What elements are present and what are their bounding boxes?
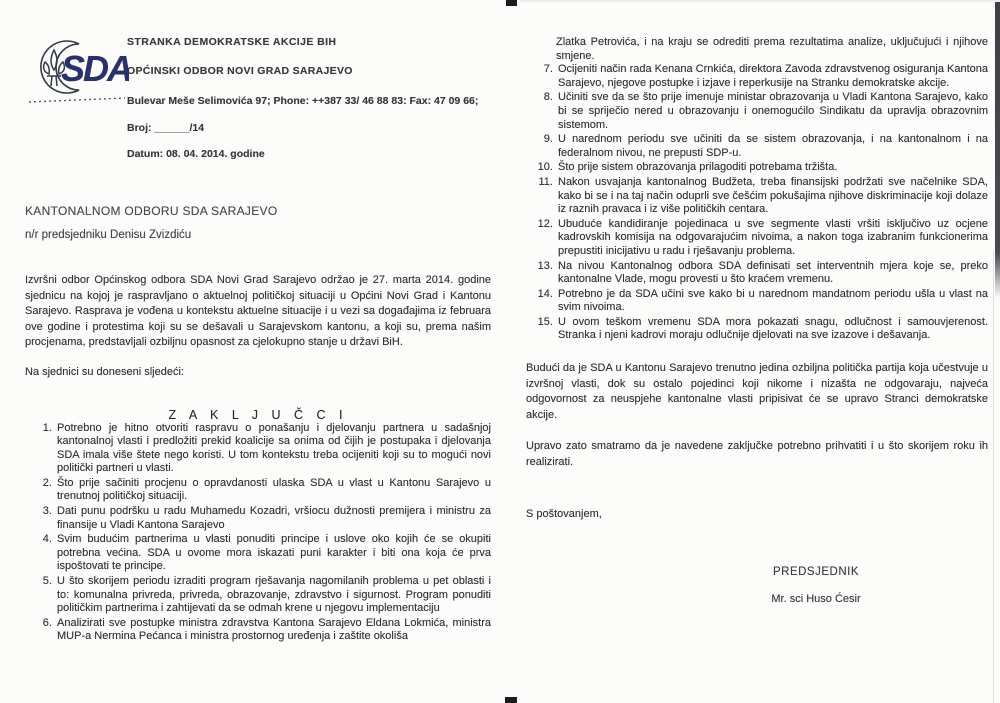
conclusion-item: 9. U narednom periodu sve učiniti da se sistem obrazovanja, i na kantonalnom i na federalnom nivou, ne prepusti SDP-u. bbox=[556, 133, 988, 160]
letterhead bbox=[25, 26, 491, 178]
conclusion-item: 12. Ubuduće kandidiranje pojedinaca u sve segmente vlasti vršiti isključivo uz ocjene kadrovskih komisija na odgovarajućim nivoima, a nakon toga izabranim funkcionerima prepustiti inicijativu u radu i rješavanju problema. bbox=[556, 218, 988, 259]
letterhead-text bbox=[127, 26, 491, 160]
logo-underline bbox=[29, 98, 125, 102]
conclusion-item: 3. Dati punu podršku u radu Muhamedu Kozadri, vršiocu dužnosti premijera i ministru za finansije u Vladi Kantona Sarajevo bbox=[55, 505, 491, 532]
conclusion-item: 1. Potrebno je hitno otvoriti raspravu o ponašanju i djelovanju partnera u sadašnjoj kantonalnoj vlasti i predložiti prekid koalicije sa onima od čijih je postupaka i djelovanja SDA imala više štete nego koristi. U tom kontekstu treba ocijeniti koji su to mogući novi politički partneri u vlasti. bbox=[55, 422, 491, 476]
conclusion-item: 7. Ocijeniti način rada Kenana Crnkića, direktora Zavoda zdravstvenog osiguranja Kantona Sarajevo, njegove postupke i izjave i reperkusije na Stranku demokratske akcije. bbox=[556, 63, 988, 90]
closing-paragraph-2: Upravo zato smatramo da je navedene zaključke potrebno prihvatiti i u što skorijem roku ih realizirati. bbox=[526, 440, 988, 468]
org-branch: OPĆINSKI ODBOR NOVI GRAD SARAJEVO bbox=[127, 65, 353, 77]
recipient-person: n/r predsjedniku Denisu Zvizdiću bbox=[25, 229, 192, 241]
scan-artifact-bottom-center bbox=[505, 697, 517, 703]
salutation: S poštovanjem, bbox=[526, 508, 602, 521]
sda-logo-graphic bbox=[27, 28, 129, 114]
conclusion-item: 4. Svim budućim partnerima u vlasti ponuditi principe i uslove oko kojih će se okupiti potrebna većina. SDA u ovome mora iskazati puni karakter i biti ona koja će prva ispoštovati te principe. bbox=[55, 533, 491, 574]
conclusion-item: 14. Potrebno je da SDA učini sve kako bi u narednom mandatnom periodu ušla u vlast na svim nivoima. bbox=[556, 288, 988, 315]
conclusion-item: 2. Što prije sačiniti procjenu o opravdanosti ulaska SDA u vlast u Kantonu Sarajevo u trenutnoj političkoj situaciji. bbox=[55, 477, 491, 504]
signature-name: Mr. sci Huso Ćesir bbox=[771, 593, 861, 606]
org-name: STRANKA DEMOKRATSKE AKCIJE BIH bbox=[127, 36, 337, 48]
conclusions-lead-in: Na sjednici su doneseni sljedeći: bbox=[25, 365, 184, 378]
conclusion-item: 10. Što prije sistem obrazovanja prilagoditi potrebama tržišta. bbox=[556, 161, 988, 175]
conclusion-item: 15. U ovom teškom vremenu SDA mora pokazati snagu, odlučnost i samouvjerenost. Stranka i njeni kadrovi moraju odlučnije djelovati na sve izazove i dešavanja. bbox=[556, 316, 988, 343]
closing-paragraph-1: Budući da je SDA u Kantonu Sarajevo trenutno jedina ozbiljna politička partija koja učestvuje u izvršnoj vlasti, dok su ostalo pojedinci koji nikome i nizašta ne odgovaraju, najveća odgovornost za neuspjehe kantonalne vlasti pripisivat će se upravo Stranci demokratske akcije. bbox=[526, 362, 988, 421]
letter-page-2 bbox=[526, 36, 988, 605]
letter-date: Datum: 08. 04. 2014. godine bbox=[127, 148, 265, 160]
conclusions-list-7-15 bbox=[526, 63, 988, 343]
conclusion-item: 5. U što skorijem periodu izraditi program rješavanja nagomilanih problema u pet oblasti i to: komunalna privreda, privreda, obrazovanje, zdravstvo i sigurnost. Program ponuditi političkim partnerima i zahtijevati da se odmah krene u njegovu implementaciju bbox=[55, 575, 491, 616]
letter-page-1 bbox=[25, 26, 491, 645]
conclusion-item: 13. Na nivou Kantonalnog odbora SDA definisati set interventnih mjera koje se, preko kantonalne Vlade, mogu provesti u što kraćem vremenu. bbox=[556, 260, 988, 287]
sda-logo bbox=[27, 28, 129, 114]
item-6-continuation: Zlatka Petrovića, i na kraju se odrediti prema rezultatima analize, uključujući i njihove smjene. bbox=[556, 36, 988, 62]
conclusion-item: 8. Učiniti sve da se što prije imenuje ministar obrazovanja u Vladi Kantona Sarajevo, kako bi se spriječio nered u obrazovanju i onemogućilo Sindikatu da upravlja obrazovnim sistemom. bbox=[556, 91, 988, 132]
conclusions-list-1-6 bbox=[25, 422, 491, 645]
recipient-block bbox=[25, 204, 491, 241]
scan-artifact-right-edge bbox=[995, 0, 1000, 298]
intro-paragraph: Izvršni odbor Općinskog odbora SDA Novi Grad Sarajevo održao je 27. marta 2014. godine sjednicu na kojoj je raspravljano o aktuelnoj političkoj situaciji u Općini Novi Grad i Kantonu Sarajevo. Rasprava je vođena u kontekstu aktuelne situacije i u vezi sa događajima iz februara ove godine i protestima koji su se dešavali u Sarajevskom kantonu, a koji su, prema našim procjenama, predstavljali ozbiljnu opasnost za cjelokupno stanje u državi BiH. bbox=[25, 274, 491, 348]
signature-block bbox=[716, 566, 916, 605]
sda-wordmark: SDA bbox=[61, 48, 129, 89]
scan-artifact-right-line bbox=[993, 250, 994, 703]
reference-number: Broj: ______/14 bbox=[127, 122, 205, 134]
org-address: Bulevar Meše Selimovića 97; Phone: ++387 33/ 46 88 83: Fax: 47 09 66; bbox=[127, 95, 479, 107]
scan-artifact-top-line bbox=[520, 0, 1000, 2]
scan-artifact-top-center bbox=[506, 0, 517, 6]
conclusions-heading: Z A K L J U Č C I bbox=[168, 407, 348, 422]
signature-title: PREDSJEDNIK bbox=[772, 566, 860, 579]
conclusion-item: 11. Nakon usvajanja kantonalnog Budžeta, treba finansijski podržati sve načelnike SDA, kako bi se i na taj način oduprli sve češćim pokušajima njihove diskriminacije koji dolaze iz raznih pravaca i iz više političkih centara. bbox=[556, 176, 988, 217]
conclusion-item: 6. Analizirati sve postupke ministra zdravstva Kantona Sarajevo Eldana Lokmića, ministra MUP-a Nermina Pećanca i ministra prostornog uređenja i zaštite okoliša bbox=[55, 617, 491, 644]
recipient-org: KANTONALNOM ODBORU SDA SARAJEVO bbox=[25, 204, 278, 218]
